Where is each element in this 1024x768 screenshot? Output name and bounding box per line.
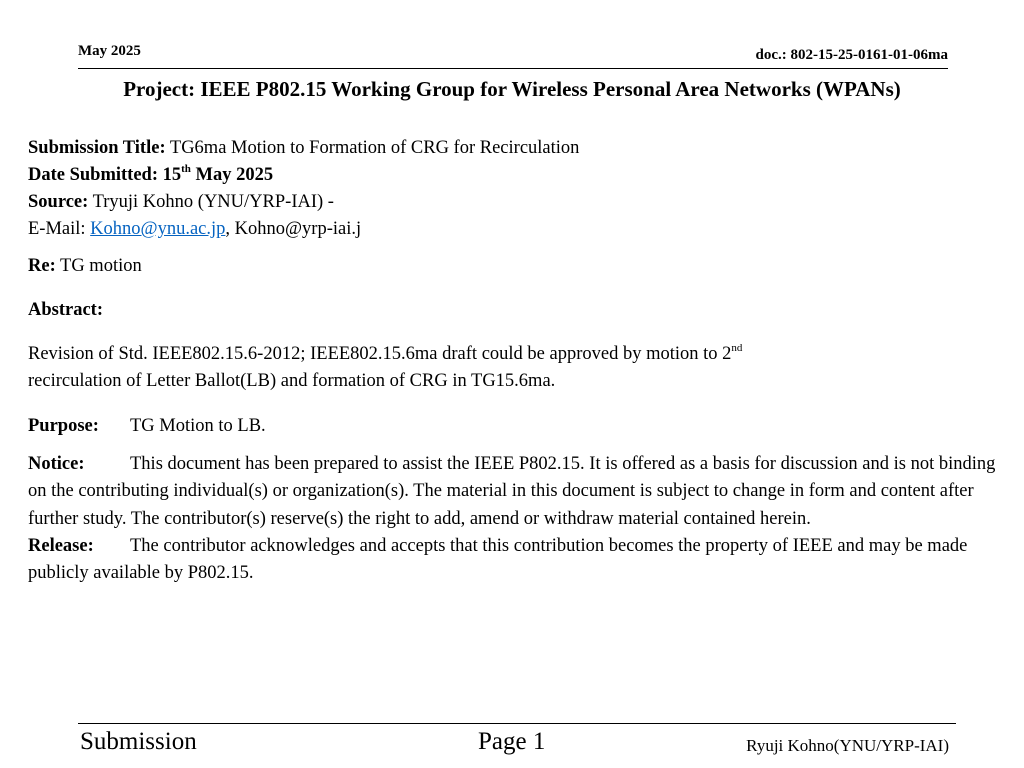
release-text: The contributor acknowledges and accepts that this contribution becomes the property of IEEE and may be made publicly available by P802.15. [28, 535, 968, 584]
submission-title-value: TG6ma Motion to Formation of CRG for Recirculation [165, 138, 580, 158]
email-label: E-Mail: [28, 219, 91, 239]
email-line [28, 219, 361, 240]
submission-title-label: Submission Title: [28, 138, 166, 158]
email-link[interactable]: Kohno@ynu.ac.jp [90, 219, 226, 239]
submission-title-line [28, 138, 579, 159]
purpose-value: TG Motion to LB. [130, 416, 266, 436]
email-rest: , Kohno@yrp-iai.j [225, 219, 362, 239]
footer-submission: Submission [80, 728, 197, 755]
date-submitted-rest: May 2025 [190, 165, 274, 185]
header-doc-id: doc.: 802-15-25-0161-01-06ma [755, 47, 948, 63]
notice-text: This document has been prepared to assist the IEEE P802.15. It is offered as a basis for discussion and is not binding on the contributing individual(s) or organization(s). The material in this document is subject to change in form and content after further study. The contributor(s) reserve(s) the right to add, amend or withdraw material contained herein. [28, 454, 996, 529]
re-value: TG motion [55, 256, 142, 276]
footer-page-number: Page 1 [478, 728, 546, 755]
footer-author: Ryuji Kohno(YNU/YRP-IAI) [746, 736, 949, 755]
source-value: Tryuji Kohno (YNU/YRP-IAI) - [88, 192, 334, 212]
date-submitted-label: Date Submitted: 15 [28, 165, 182, 185]
notice-label: Notice: [28, 454, 85, 474]
date-submitted-sup: th [181, 163, 191, 175]
source-line [28, 192, 334, 213]
abstract-sup: nd [731, 342, 743, 354]
abstract-line-1 [28, 344, 742, 365]
abstract-text-1: Revision of Std. IEEE802.15.6-2012; IEEE802.15.6ma draft could be approved by motion to 2 [28, 344, 732, 364]
re-label: Re: [28, 256, 56, 276]
abstract-line-2: recirculation of Letter Ballot(LB) and formation of CRG in TG15.6ma. [28, 371, 556, 391]
release-label: Release: [28, 535, 94, 556]
source-label: Source: [28, 192, 89, 212]
footer-divider [78, 723, 956, 724]
project-title: Project: IEEE P802.15 Working Group for Wireless Personal Area Networks (WPANs) [123, 77, 901, 101]
abstract-label: Abstract: [28, 300, 104, 320]
purpose-line [28, 416, 266, 437]
re-line [28, 256, 142, 277]
notice-paragraph [28, 451, 1018, 587]
purpose-label: Purpose: [28, 416, 99, 436]
date-submitted-line [28, 165, 273, 186]
header-date: May 2025 [78, 43, 141, 59]
header-divider [78, 68, 948, 69]
